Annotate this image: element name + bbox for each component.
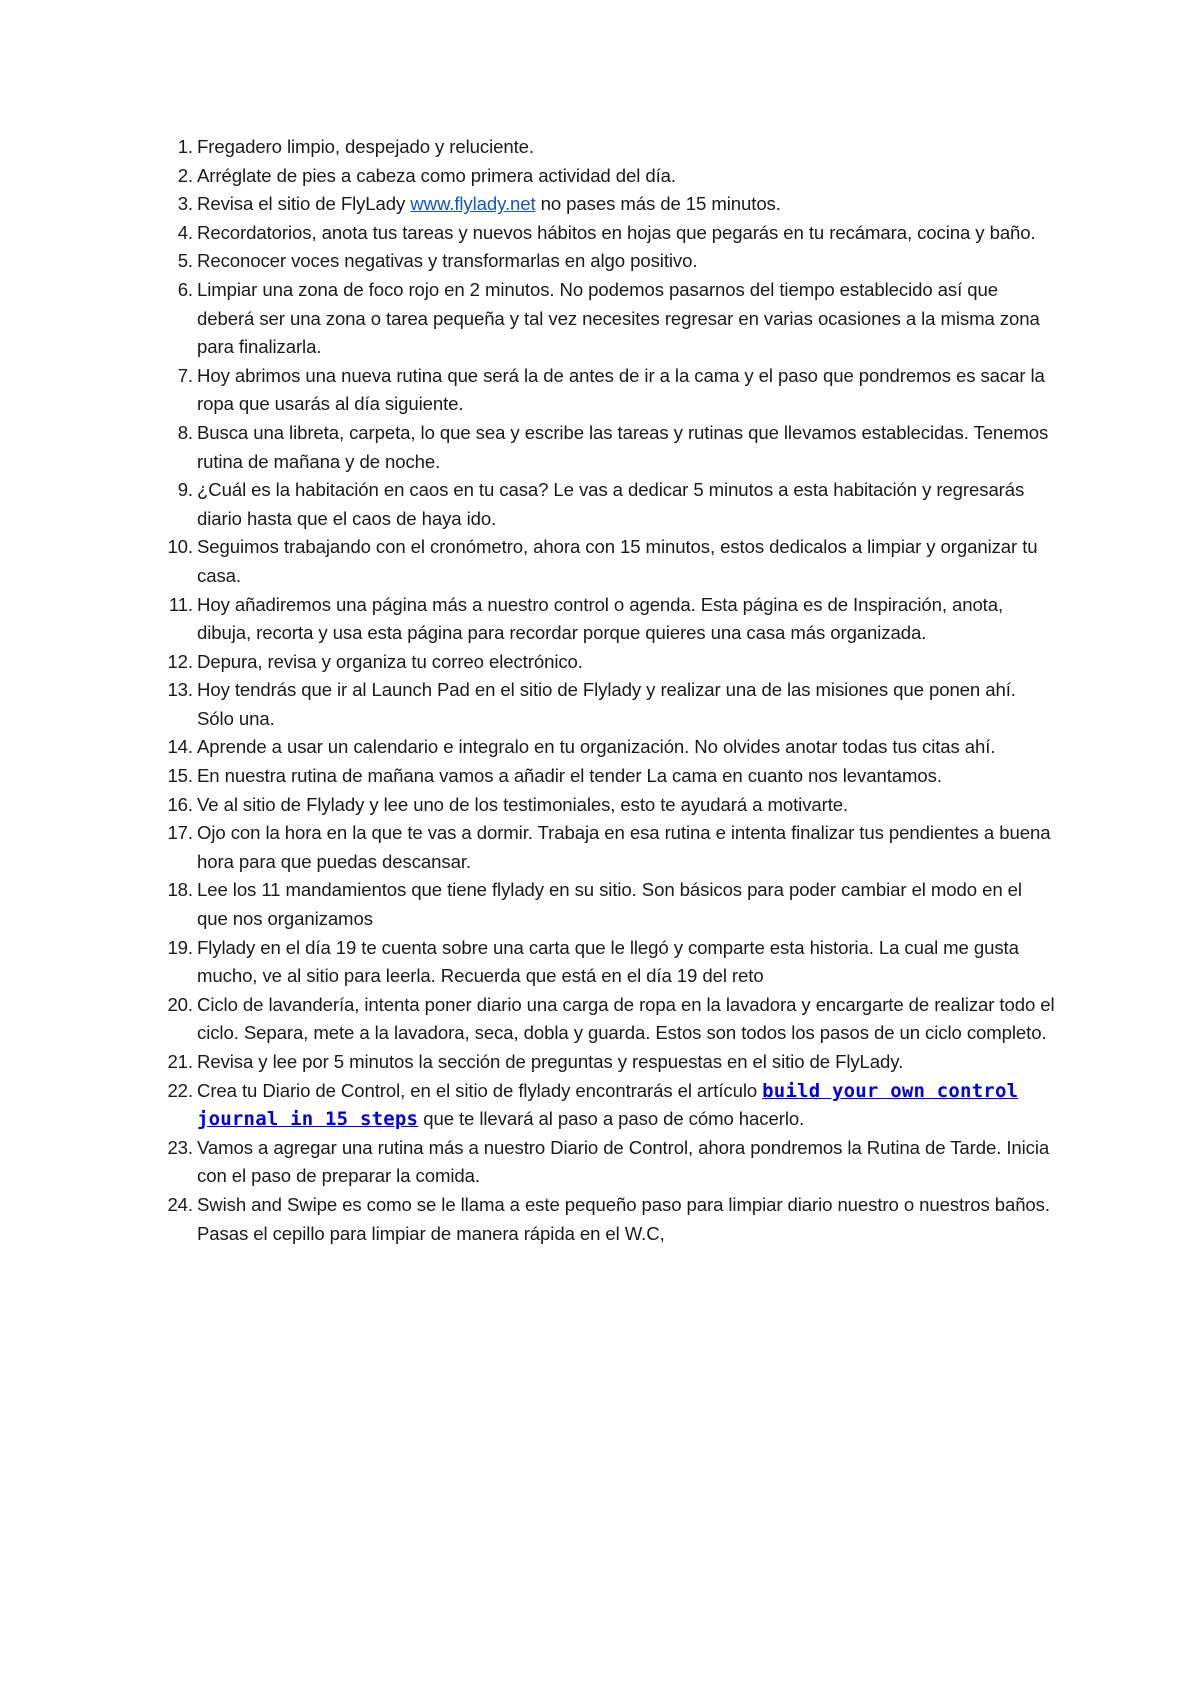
item-number: 19. [167, 936, 193, 958]
item-number: 16. [167, 793, 193, 815]
item-number: 20. [167, 993, 193, 1015]
item-text: Hoy abrimos una nueva rutina que será la de antes de ir a la cama y el paso que pondremos es sacar la ropa que usarás al día siguiente. [197, 364, 1045, 415]
item-text: Hoy añadiremos una página más a nuestro control o agenda. Esta página es de Inspiración, anota, dibuja, recorta y usa esta página para recordar porque quieres una casa más organizada. [197, 593, 1004, 644]
item-text: Reconocer voces negativas y transformarlas en algo positivo. [197, 250, 698, 272]
item-number: 5. [177, 250, 193, 272]
control-journal-article-link[interactable]: build your own control journal in 15 steps [197, 1079, 1019, 1131]
item-text: Swish and Swipe es como se le llama a este pequeño paso para limpiar diario nuestro o nuestros baños. Pasas el cepillo para limpiar de manera rápida en el W.C, [197, 1193, 1050, 1244]
item-text: Busca una libreta, carpeta, lo que sea y escribe las tareas y rutinas que llevamos establecidas. Tenemos rutina de mañana y de noche. [197, 421, 1049, 472]
item-number: 14. [167, 736, 193, 758]
item-text: Limpiar una zona de foco rojo en 2 minutos. No podemos pasarnos del tiempo establecido así que deberá ser una zona o tarea pequeña y tal vez necesites regresar en varias ocasiones a la misma zona para finalizarla. [197, 278, 1040, 358]
item-text-before: Revisa el sitio de FlyLady [197, 193, 411, 215]
item-text: Depura, revisa y organiza tu correo electrónico. [197, 650, 583, 672]
list-item [160, 419, 1060, 476]
item-text-after: no pases más de 15 minutos. [535, 193, 781, 215]
item-text: Seguimos trabajando con el cronómetro, ahora con 15 minutos, estos dedicalos a limpiar y organizar tu casa. [197, 536, 1038, 586]
item-number: 13. [167, 679, 193, 701]
item-text [197, 1077, 1055, 1134]
item-text [197, 190, 1055, 219]
numbered-list [160, 133, 1060, 1248]
item-number: 4. [177, 221, 193, 243]
item-number: 8. [177, 421, 193, 443]
list-item [160, 1134, 1060, 1191]
item-number: 7. [177, 364, 193, 386]
item-text: Ojo con la hora en la que te vas a dormir. Trabaja en esa rutina e intenta finalizar tus pendientes a buena hora para que puedas descansar. [197, 822, 1051, 872]
list-item [160, 362, 1060, 419]
list-item [160, 676, 1060, 733]
list-item [160, 219, 1060, 248]
item-text-before: Crea tu Diario de Control, en el sitio de flylady encontrarás el artículo [197, 1079, 763, 1101]
item-number: 12. [167, 650, 193, 672]
item-number: 2. [177, 164, 193, 186]
item-text: Recordatorios, anota tus tareas y nuevos hábitos en hojas que pegarás en tu recámara, cocina y baño. [197, 221, 1036, 243]
item-text: Hoy tendrás que ir al Launch Pad en el sitio de Flylady y realizar una de las misiones que ponen ahí. Sólo una. [197, 679, 1016, 729]
item-text: Lee los 11 mandamientos que tiene flylady en su sitio. Son básicos para poder cambiar el modo en el que nos organizamos [197, 879, 1022, 930]
item-text: Fregadero limpio, despejado y reluciente. [197, 136, 534, 157]
item-text: Revisa y lee por 5 minutos la sección de preguntas y respuestas en el sitio de FlyLady. [197, 1051, 904, 1072]
item-text-after: que te llevará al paso a paso de cómo hacerlo. [418, 1108, 805, 1130]
item-text: Ve al sitio de Flylady y lee uno de los testimoniales, esto te ayudará a motivarte. [197, 793, 849, 815]
item-number: 22. [167, 1079, 193, 1101]
list-item [160, 1048, 1060, 1077]
item-number: 17. [167, 822, 193, 844]
list-item [160, 476, 1060, 533]
list-item [160, 1077, 1060, 1134]
item-text: Ciclo de lavandería, intenta poner diario una carga de ropa en la lavadora y encargarte de realizar todo el ciclo. Separa, mete a la lavadora, seca, dobla y guarda. Estos son todos los pasos de un ciclo completo. [197, 993, 1055, 1044]
item-number: 21. [167, 1051, 193, 1072]
item-number: 24. [167, 1193, 193, 1215]
item-number: 6. [177, 278, 193, 300]
flylady-site-link[interactable]: www.flylady.net [410, 193, 536, 215]
item-text: Vamos a agregar una rutina más a nuestro Diario de Control, ahora pondremos la Rutina de Tarde. Inicia con el paso de preparar la comida. [197, 1136, 1050, 1187]
item-number: 18. [167, 879, 193, 901]
list-item [160, 819, 1060, 876]
list-item [160, 276, 1060, 362]
item-number: 9. [177, 479, 193, 501]
item-text: Flylady en el día 19 te cuenta sobre una carta que le llegó y comparte esta historia. La cual me gusta mucho, ve al sitio para leerla. Recuerda que está en el día 19 del reto [197, 936, 1019, 987]
item-number: 3. [177, 193, 193, 215]
list-item [160, 648, 1060, 677]
list-item [160, 733, 1060, 762]
item-text: ¿Cuál es la habitación en caos en tu casa? Le vas a dedicar 5 minutos a esta habitación y regresarás diario hasta que el caos de haya ido. [197, 479, 1025, 529]
item-text: Arréglate de pies a cabeza como primera actividad del día. [197, 164, 676, 186]
list-item [160, 162, 1060, 191]
list-item [160, 1191, 1060, 1248]
item-number: 11. [168, 593, 193, 615]
list-item [160, 762, 1060, 791]
list-item [160, 991, 1060, 1048]
item-text: En nuestra rutina de mañana vamos a añadir el tender La cama en cuanto nos levantamos. [197, 765, 942, 787]
list-item [160, 591, 1060, 648]
list-item [160, 190, 1060, 219]
list-item [160, 791, 1060, 820]
list-item [160, 247, 1060, 276]
list-item [160, 133, 1060, 162]
item-number: 23. [167, 1136, 193, 1158]
item-text: Aprende a usar un calendario e integralo en tu organización. No olvides anotar todas tus citas ahí. [197, 736, 996, 758]
item-number: 10. [167, 536, 193, 558]
item-number: 1. [177, 136, 193, 157]
list-item [160, 934, 1060, 991]
list-item [160, 533, 1060, 590]
item-number: 15. [167, 765, 193, 787]
list-item [160, 876, 1060, 933]
